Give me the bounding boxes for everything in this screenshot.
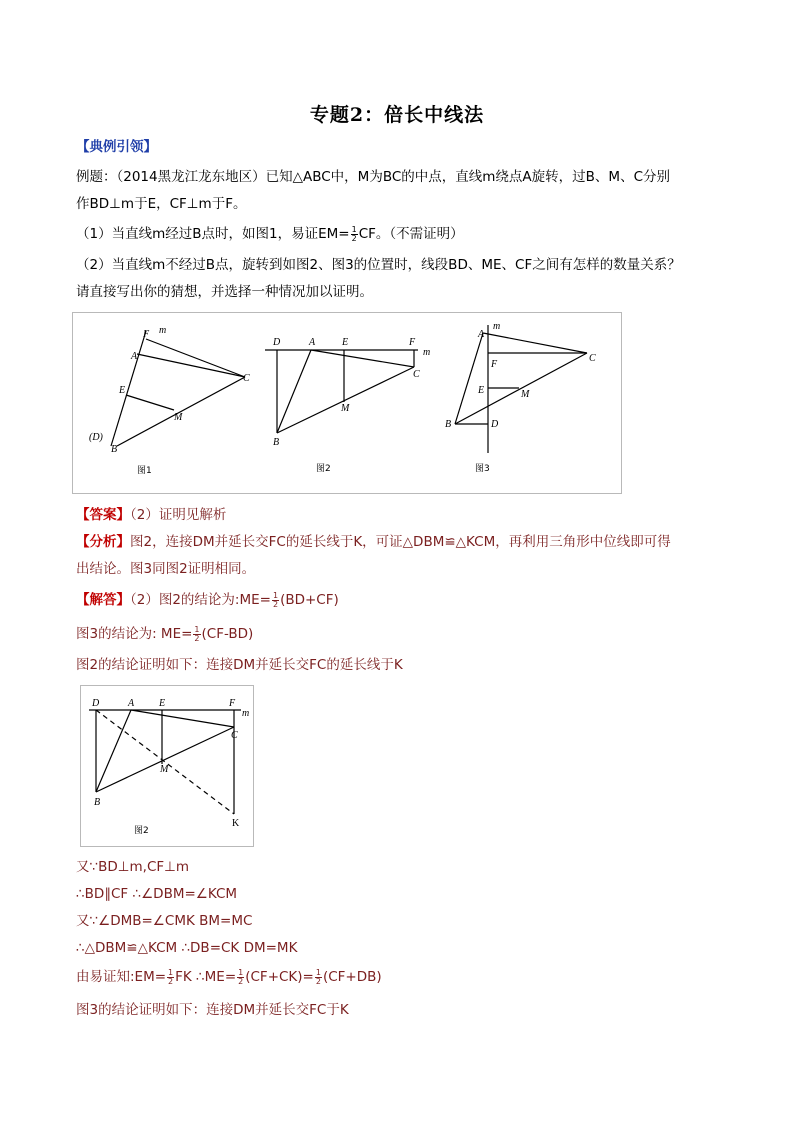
fig1-label-m-point: M [174,412,183,423]
fig2-label-d: D [273,337,281,348]
fig1-label-f: F [143,329,150,340]
proof-fig-label-d: D [92,698,100,709]
fig2-label-b: B [273,437,280,448]
part1-text-pre: （1）当直线m经过B点时，如图1，易证EM= [76,226,350,242]
proof-line-6: 图3的结论证明如下：连接DM并延长交FC于K [76,1002,349,1018]
analysis-label: 【分析】 [76,534,130,550]
fig3-label-a: A [478,329,485,340]
fig3-label-f: F [491,359,498,370]
proof-fig-label-b: B [94,797,101,808]
problem-part-2-line-2: 请直接写出你的猜想，并选择一种情况加以证明。 [76,284,373,300]
fig1-label-a: A [131,351,138,362]
solution-text-1-post: (BD+CF) [280,592,339,608]
fig1-label-d: (D) [89,432,103,443]
figures-box [72,312,622,494]
proof-fig-label-c: C [231,730,238,741]
answer-text: （2）证明见解析 [130,507,227,523]
fraction-half: $\frac{1}{2}$ [351,224,357,243]
solution-line-2 [76,625,253,643]
fraction-half: $\frac{1}{2}$ [315,967,321,986]
fig1-label-b: B [111,444,118,455]
proof-line-3: 又∵∠DMB=∠CMK BM=MC [76,913,253,929]
fig2-label-m: m [423,347,431,358]
fig3-caption: 图3 [475,464,490,474]
page-title: 专题2：倍长中线法 [309,104,485,126]
fig3-label-m-point: M [521,389,530,400]
geometry-figures [73,313,621,493]
solution-text-2-post: (CF-BD) [201,626,254,642]
fig3-label-d: D [491,419,499,430]
proof-line-5-mid1: FK ∴ME= [175,969,237,985]
problem-line-1: 例题：（2014黑龙江龙东地区）已知△ABC中，M为BC的中点，直线m绕点A旋转，过B、M、C分别 [76,169,670,185]
proof-line-2: ∴BD∥CF ∴∠DBM=∠KCM [76,886,238,902]
proof-line-5-post: (CF+DB) [322,969,382,985]
fig2-label-m-point: M [341,403,350,414]
fraction-half: $\frac{1}{2}$ [194,624,200,643]
fig1-caption: 图1 [137,466,152,476]
analysis-line-2: 出结论。图3同图2证明相同。 [76,561,256,577]
fig2-caption: 图2 [316,464,331,474]
fig2-label-a: A [309,337,316,348]
fraction-half: $\frac{1}{2}$ [168,967,174,986]
answer-label: 【答案】 [76,507,130,523]
problem-part-1 [76,225,464,243]
proof-line-1: 又∵BD⊥m,CF⊥m [76,859,190,875]
proof-fig-label-m-point: M [160,764,169,775]
proof-line-5-pre: 由易证知:EM= [76,969,167,985]
solution-text-2-pre: 图3的结论为: ME= [76,626,193,642]
part1-text-post: CF。（不需证明） [358,226,464,242]
proof-line-5 [76,968,382,986]
fraction-half: $\frac{1}{2}$ [272,590,279,609]
fraction-half: $\frac{1}{2}$ [238,967,244,986]
fig2-label-f: F [409,337,416,348]
proof-fig-label-f: F [229,698,236,709]
problem-part-2-line-1: （2）当直线m不经过B点，旋转到如图2、图3的位置时，线段BD、ME、CF之间有怎样的数量关系？ [76,257,681,273]
proof-fig-label-m: m [242,708,250,719]
proof-fig-label-k: K [232,818,240,829]
proof-fig-caption: 图2 [134,826,149,836]
problem-line-2: 作BD⊥m于E，CF⊥m于F。 [76,196,247,212]
solution-label: 【解答】 [76,592,130,608]
fig1-label-c: C [243,373,250,384]
analysis-text-1: 图2，连接DM并延长交FC的延长线于K，可证△DBM≌△KCM，再利用三角形中位线即可得 [130,534,671,550]
fig1-label-e: E [119,385,126,396]
proof-fig-label-e: E [159,698,166,709]
proof-line-5-mid2: (CF+CK)= [245,969,314,985]
fig3-label-e: E [478,385,485,396]
fig1-label-m: m [159,325,167,336]
proof-geometry-figure [81,686,253,846]
fig2-label-c: C [413,369,420,380]
fig2-label-e: E [342,337,349,348]
fig3-label-b: B [445,419,452,430]
solution-line-1 [76,591,339,609]
solution-text-1-pre: （2）图2的结论为:ME= [130,592,271,608]
analysis-line-1 [76,533,671,551]
proof-line-4: ∴△DBM≌△KCM ∴DB=CK DM=MK [76,940,298,956]
proof-fig-label-a: A [128,698,135,709]
fig3-label-c: C [589,353,596,364]
solution-line-3: 图2的结论证明如下：连接DM并延长交FC的延长线于K [76,657,403,673]
section-header: 【典例引领】 [76,139,157,155]
answer-line [76,506,226,524]
proof-figure-box [80,685,254,847]
fig3-label-m: m [493,321,501,332]
